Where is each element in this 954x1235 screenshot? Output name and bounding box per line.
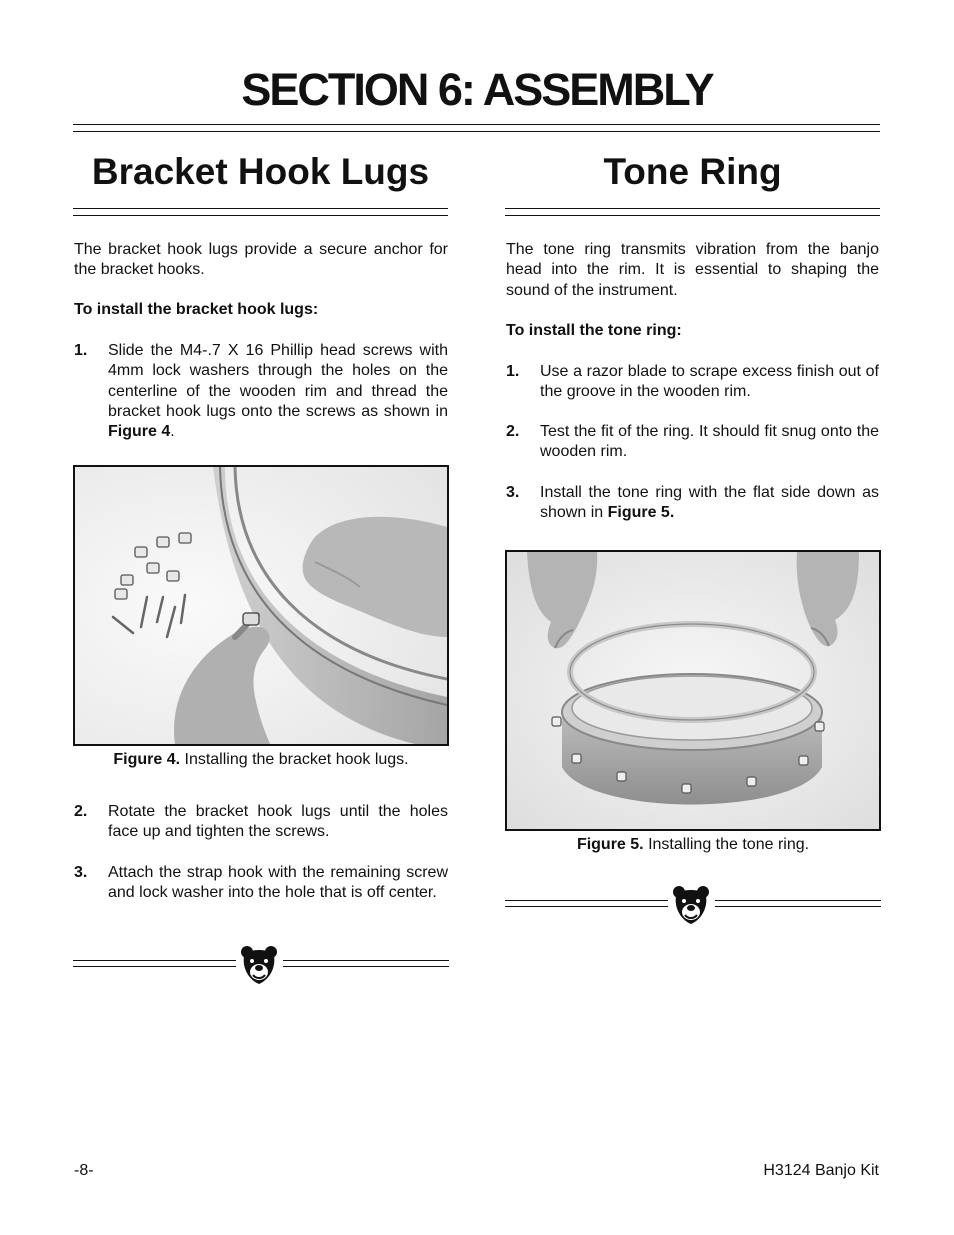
left-title-rule-top (73, 208, 448, 209)
section-rule-top (73, 124, 880, 125)
left-step-3 (74, 863, 448, 925)
step-text: Test the fit of the ring. It should fit snug onto the wooden rim. (540, 423, 879, 461)
figure-reference: Figure 5. (607, 504, 675, 522)
right-title-rule-bottom (505, 215, 880, 216)
step-text: Rotate the bracket hook lugs until the holes face up and tighten the screws. (108, 803, 448, 841)
figure-4-photo (73, 465, 449, 746)
right-step-1 (506, 362, 879, 404)
right-title-rule-top (505, 208, 880, 209)
figure-4-caption (73, 750, 449, 770)
step-number: 3. (506, 484, 520, 501)
left-title-rule-bottom (73, 215, 448, 216)
figure-4-caption-text: Installing the bracket hook lugs. (180, 751, 409, 768)
left-intro: The bracket hook lugs provide a secure anchor for the bracket hooks. (74, 241, 448, 279)
page-number: -8- (74, 1162, 94, 1179)
step-text: Install the tone ring with the flat side down as shown in Figure 5. (540, 484, 879, 522)
left-subhead: To install the bracket hook lugs: (74, 301, 319, 318)
left-end-mark (73, 944, 449, 986)
bear-head-icon (239, 944, 279, 986)
right-intro: The tone ring transmits vibration from the banjo head into the rim. It is essential to shaping the sound of the instrument. (506, 241, 879, 299)
step-number: 2. (506, 423, 520, 440)
figure-5-caption (505, 835, 881, 855)
figure-5-photo (505, 550, 881, 831)
step-number: 1. (74, 342, 88, 359)
figure-4-label: Figure 4. (113, 751, 181, 768)
section-rule-bottom (73, 131, 880, 132)
step-number: 3. (74, 864, 88, 881)
section-title: SECTION 6: ASSEMBLY (241, 64, 713, 115)
step-text: Attach the strap hook with the remaining screw and lock washer into the hole that is off center. (108, 864, 448, 902)
step-text: Use a razor blade to scrape excess finish out of the groove in the wooden rim. (540, 363, 879, 401)
step-number: 1. (506, 363, 520, 380)
bear-head-icon (671, 884, 711, 926)
step-number: 2. (74, 803, 88, 820)
figure-5-illustration (507, 552, 879, 829)
left-step-2 (74, 802, 448, 844)
left-column-title: Bracket Hook Lugs (91, 151, 430, 192)
right-subhead: To install the tone ring: (506, 322, 682, 339)
right-column-title: Tone Ring (603, 151, 782, 192)
right-step-2 (506, 422, 879, 464)
figure-reference: Figure 4 (108, 423, 171, 441)
product-name: H3124 Banjo Kit (763, 1162, 879, 1179)
step-text: Slide the M4-.7 X 16 Phillip head screws with 4mm lock washers through the holes on the centerline of the wooden rim and thread the bracket hook lugs onto the screws as shown in Figure 4. (108, 342, 448, 441)
figure-5-caption-text: Installing the tone ring. (643, 836, 810, 853)
right-step-3 (506, 483, 879, 525)
left-step-1 (74, 341, 448, 445)
figure-5-label: Figure 5. (576, 836, 644, 853)
right-end-mark (505, 884, 881, 926)
figure-4-illustration (75, 467, 447, 744)
